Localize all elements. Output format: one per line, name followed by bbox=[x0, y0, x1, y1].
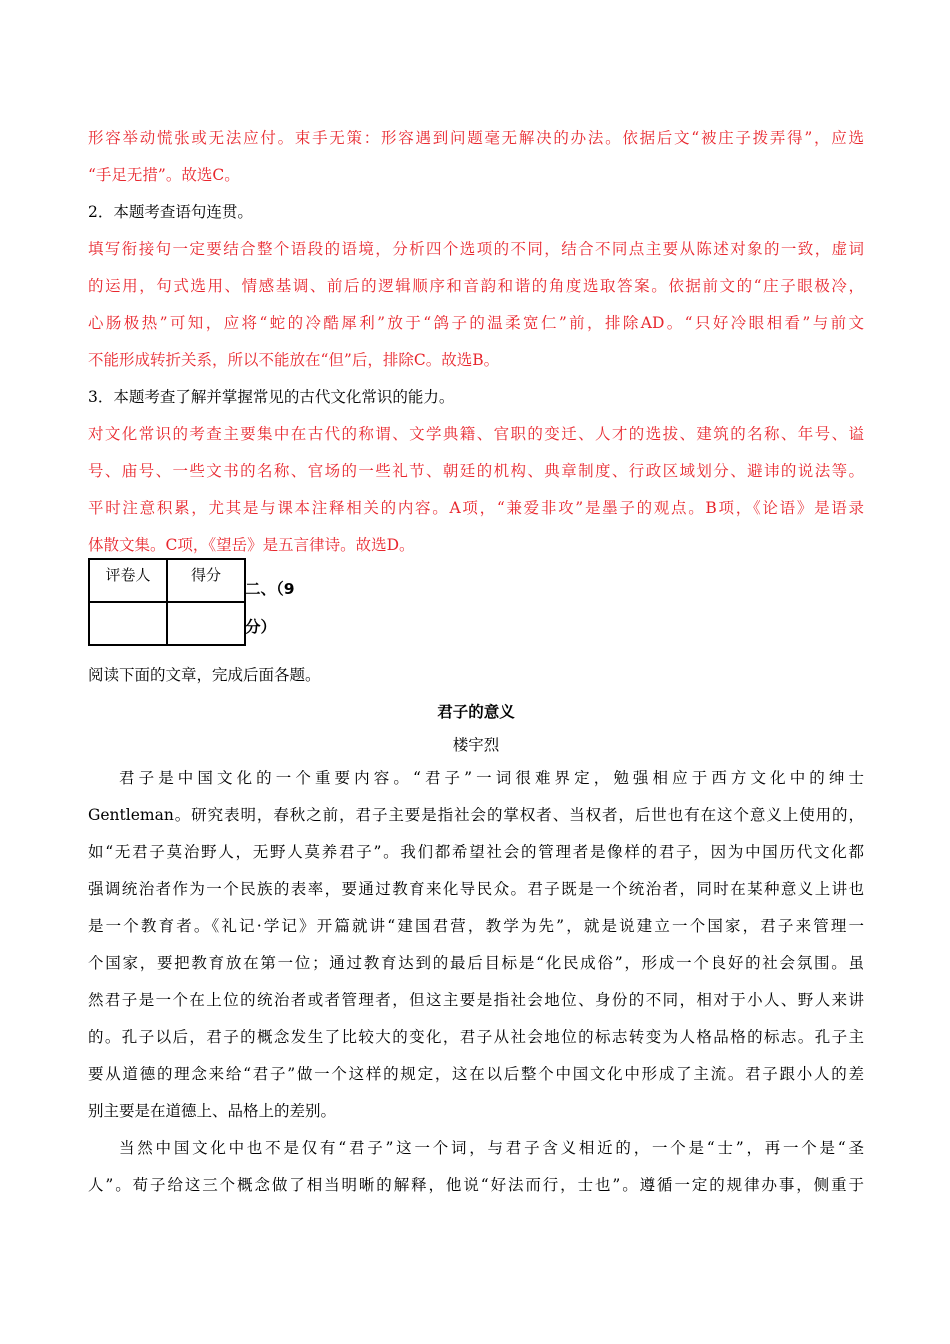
question-2-heading: 2．本题考查语句连贯。 bbox=[88, 203, 253, 221]
essay-line: 君子是中国文化的一个重要内容。“君子”一词很难界定，勉强相应于西方文化中的绅士 bbox=[119, 769, 864, 787]
section-heading-line2: 分） bbox=[245, 618, 277, 636]
essay-line: 要从道德的理念来给“君子”做一个这样的规定，这在以后整个中国文化中形成了主流。君子跟小人的差 bbox=[88, 1065, 864, 1083]
answer-line: 形容举动慌张或无法应付。束手无策：形容遇到问题毫无解决的办法。依据后文“被庄子拨弄得”，应选 bbox=[88, 129, 864, 147]
question-3-heading: 3．本题考查了解并掌握常见的古代文化常识的能力。 bbox=[88, 388, 455, 406]
reviewer-cell bbox=[89, 602, 167, 645]
answer-line: 填写衔接句一定要结合整个语段的语境，分析四个选项的不同，结合不同点主要从陈述对象的一致，虚词 bbox=[88, 240, 864, 258]
essay-line: 别主要是在道德上、品格上的差别。 bbox=[88, 1102, 337, 1120]
essay-line: 当然中国文化中也不是仅有“君子”这一个词，与君子含义相近的，一个是“士”，再一个是“圣 bbox=[119, 1139, 864, 1157]
answer-line: “手足无措”。故选C。 bbox=[88, 166, 240, 184]
essay-line: 然君子是一个在上位的统治者或者管理者，但这主要是指社会地位、身份的不同，相对于小人、野人来讲 bbox=[88, 991, 864, 1009]
answer-line: 号、庙号、一些文书的名称、官场的一些礼节、朝廷的机构、典章制度、行政区域划分、避讳的说法等。 bbox=[88, 462, 864, 480]
essay-body bbox=[88, 760, 864, 1204]
answer-line: 对文化常识的考查主要集中在古代的称谓、文学典籍、官职的变迁、人才的选拔、建筑的名称、年号、谥 bbox=[88, 425, 864, 443]
score-cell bbox=[167, 602, 245, 645]
answer-line: 心肠极热”可知，应将“蛇的冷酷犀利”放于“鸽子的温柔宽仁”前，排除AD。“只好冷眼相看”与前文 bbox=[88, 314, 864, 332]
answer-line: 体散文集。C项，《望岳》是五言律诗。故选D。 bbox=[88, 536, 415, 554]
reading-instruction: 阅读下面的文章，完成后面各题。 bbox=[88, 666, 321, 684]
section-heading bbox=[245, 570, 305, 646]
essay-line: 的。孔子以后，君子的概念发生了比较大的变化，君子从社会地位的标志转变为人格品格的标志。孔子主 bbox=[88, 1028, 864, 1046]
answer-line: 的运用，句式选用、情感基调、前后的逻辑顺序和音韵和谐的角度选取答案。依据前文的“庄子眼极冷， bbox=[88, 277, 864, 295]
section-heading-line1: 二、（9 bbox=[245, 580, 295, 598]
answer-explanations bbox=[88, 120, 864, 564]
essay-line: 人”。荀子给这三个概念做了相当明晰的解释，他说“好法而行，士也”。遵循一定的规律办事，侧重于 bbox=[88, 1176, 864, 1194]
score-box bbox=[88, 558, 246, 646]
answer-line: 不能形成转折关系，所以不能放在“但”后，排除C。故选B。 bbox=[88, 351, 500, 369]
essay-line: 如“无君子莫治野人，无野人莫养君子”。我们都希望社会的管理者是像样的君子，因为中国历代文化都 bbox=[88, 843, 864, 861]
essay-line: Gentleman。研究表明，春秋之前，君子主要是指社会的掌权者、当权者，后世也有在这个意义上使用的， bbox=[88, 806, 864, 824]
score-table bbox=[88, 558, 246, 646]
essay-line: 个国家，要把教育放在第一位；通过教育达到的最后目标是“化民成俗”，形成一个良好的社会氛围。虽 bbox=[88, 954, 864, 972]
answer-line: 平时注意积累，尤其是与课本注释相关的内容。A项，“兼爱非攻”是墨子的观点。B项，《论语》是语录 bbox=[88, 499, 864, 517]
essay-line: 强调统治者作为一个民族的表率，要通过教育来化导民众。君子既是一个统治者，同时在某种意义上讲也 bbox=[88, 880, 864, 898]
essay-title: 君子的意义 bbox=[437, 703, 515, 721]
reviewer-header: 评卷人 bbox=[89, 559, 167, 602]
essay-author: 楼宇烈 bbox=[452, 736, 500, 754]
essay-line: 是一个教育者。《礼记·学记》开篇就讲“建国君营，教学为先”，就是说建立一个国家，君子来管理一 bbox=[88, 917, 864, 935]
score-header: 得分 bbox=[167, 559, 245, 602]
